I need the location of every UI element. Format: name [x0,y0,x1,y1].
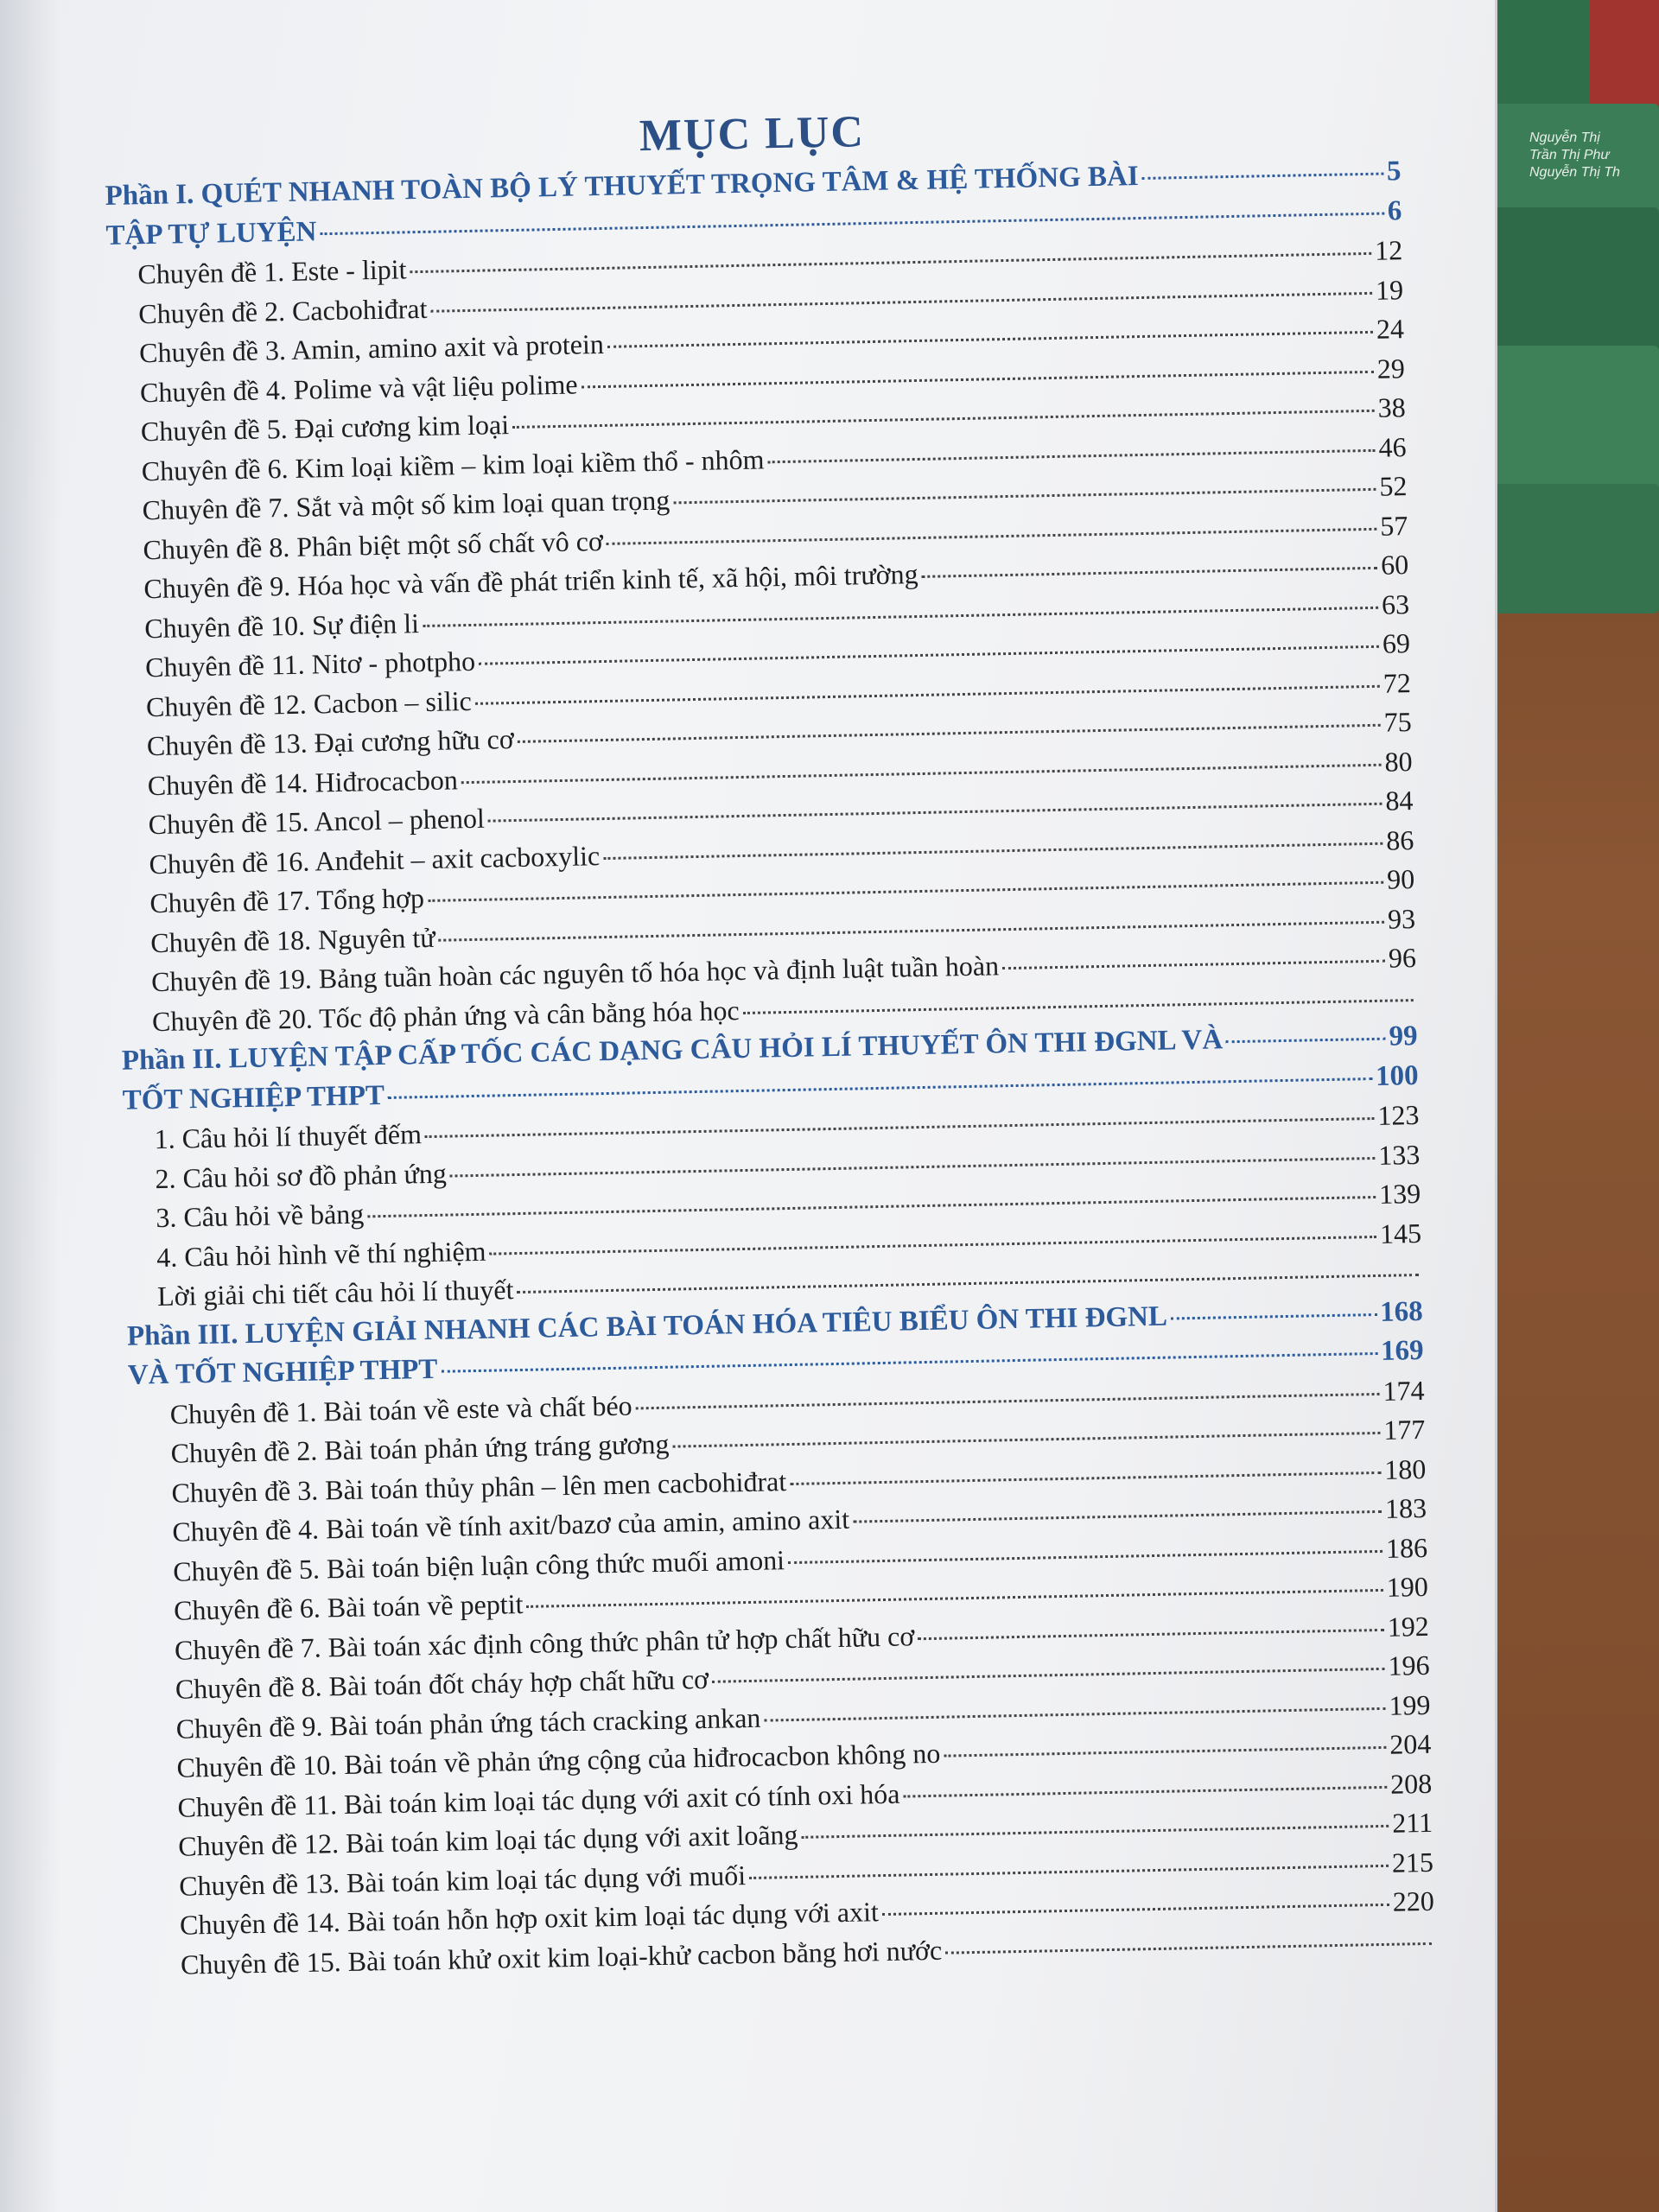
dot-leader [1142,173,1383,180]
book-cover [1486,484,1659,613]
dot-leader [918,1628,1384,1639]
page-number: 80 [1384,745,1413,778]
dot-leader [882,1904,1389,1916]
toc-entry-label: Chuyên đề 14. Bài toán hỗn hợp oxit kim loại tác dụng với axit [179,1896,880,1941]
dot-leader [582,370,1374,388]
page-number: 6 [1387,194,1402,226]
page-number: 93 [1387,902,1416,935]
dot-leader [367,1196,1376,1217]
toc-entry-label: Chuyên đề 4. Polime và vật liệu polime [139,368,578,408]
toc-entry-label: Chuyên đề 15. Bài toán khử oxit kim loại-khử cacbon bằng hơi nước [180,1934,943,1980]
page-number: 90 [1386,863,1415,895]
page-number: 199 [1389,1688,1431,1721]
dot-leader [439,920,1385,941]
dot-leader [743,999,1414,1014]
toc-entry-label: Chuyên đề 7. Bài toán xác định công thức phân tử hợp chất hữu cơ [174,1619,915,1666]
dot-leader [801,1825,1389,1839]
toc-entry-label: Chuyên đề 2. Bài toán phản ứng tráng gương [170,1427,670,1469]
dot-leader [428,881,1383,902]
toc-entry-label: Chuyên đề 11. Nitơ - photpho [144,645,476,683]
dot-leader [607,527,1377,544]
toc-entry-label: Chuyên đề 3. Amin, amino axit và protein [138,327,605,369]
page-number: 100 [1375,1059,1419,1092]
table-of-contents [104,96,1435,1985]
part2-list [123,1096,1422,1317]
page-number: 204 [1389,1727,1432,1760]
page-number: 75 [1383,706,1412,738]
toc-entry-label: Chuyên đề 6. Kim loại kiềm – kim loại kiềm thổ - nhôm [141,442,765,486]
toc-entry-label: Chuyên đề 2. Cacbohiđrat [137,292,428,329]
toc-entry-label: Chuyên đề 8. Bài toán đốt cháy hợp chất hữu cơ [175,1662,709,1705]
page-number: 84 [1385,785,1414,817]
toc-entry-label: 2. Câu hỏi sơ đồ phản ứng [155,1157,448,1194]
page-number: 69 [1382,627,1411,659]
toc-entry-label: Chuyên đề 13. Bài toán kim loại tác dụng với muối [178,1859,747,1902]
dot-leader [388,1077,1372,1099]
dot-leader [1002,960,1385,970]
page-number: 196 [1388,1649,1430,1681]
toc-entry-label: 1. Câu hỏi lí thuyết đếm [154,1118,423,1155]
page-number: 72 [1382,666,1412,699]
toc-entry-label: Chuyên đề 13. Đại cương hữu cơ [146,723,515,762]
toc-entry-label: Chuyên đề 6. Bài toán về peptit [173,1588,524,1626]
dot-leader [1171,1313,1376,1319]
toc-entry-label: Chuyên đề 12. Cacbon – silic [145,684,473,722]
part-heading-text: Phần II. LUYỆN TẬP CẤP TỐC CÁC DẠNG CÂU HỎI LÍ THUYẾT ÔN THI ĐGNL VÀ [121,1024,1224,1077]
dot-leader [410,252,1371,273]
page-number: 208 [1389,1767,1433,1800]
toc-entry-label: Lời giải chi tiết câu hỏi lí thuyết [156,1274,514,1313]
page-number: 180 [1383,1452,1427,1485]
page-number: 63 [1381,588,1410,620]
dot-leader [490,1235,1377,1255]
toc-entry-label: Chuyên đề 1. Bài toán về este và chất béo [169,1389,632,1430]
page-number: 177 [1383,1413,1426,1446]
dot-leader [788,1549,1382,1563]
toc-entry-label: Chuyên đề 4. Bài toán về tính axit/bazơ của amin, amino axit [172,1503,850,1548]
dot-leader [607,331,1373,348]
page-number: 96 [1388,942,1417,974]
page-number: 19 [1375,273,1404,306]
page-number: 174 [1382,1374,1425,1407]
dot-leader [764,1707,1385,1721]
toc-entry-label: Chuyên đề 5. Đại cương kim loại [140,409,510,448]
page-number: 38 [1377,391,1406,423]
page-number: 190 [1386,1570,1429,1603]
dot-leader [853,1510,1382,1523]
toc-entry-label: Chuyên đề 10. Bài toán về phản ứng cộng của hiđrocacbon không no [176,1737,941,1783]
page-number: 183 [1384,1491,1427,1524]
page-number: 133 [1377,1138,1421,1171]
toc-entry-label: Chuyên đề 1. Este - lipit [137,253,407,290]
book-author: Trần Thị Phư [1529,148,1610,162]
page-number: 169 [1380,1334,1424,1367]
toc-entry-label: Chuyên đề 10. Sự điện li [143,607,420,644]
toc-entry-label: Chuyên đề 5. Bài toán biện luận công thức muối amoni [172,1543,785,1587]
toc-entry-label: Chuyên đề 15. Ancol – phenol [148,802,486,841]
page-number: 46 [1378,430,1407,463]
page-number: 29 [1376,352,1406,385]
dot-leader [488,803,1382,823]
dot-leader [790,1471,1381,1484]
part1-list [106,231,1417,1042]
page-gutter-shadow [0,0,60,2212]
dot-leader [1226,1038,1386,1044]
page-number: 215 [1391,1846,1434,1878]
dot-leader [636,1392,1380,1409]
page-number: 57 [1379,509,1408,542]
page-number: 12 [1374,234,1403,266]
dot-leader [475,684,1380,704]
dot-leader [712,1668,1385,1683]
dot-leader [903,1785,1387,1797]
dot-leader [320,212,1383,235]
part-heading-text: Phần III. LUYỆN GIẢI NHANH CÁC BÀI TOÁN HÓA TIÊU BIỂU ÔN THI ĐGNL [126,1300,1168,1352]
book-author: Nguyễn Thị [1529,130,1600,145]
dot-leader [922,567,1378,578]
page-number: 192 [1387,1610,1430,1643]
dot-leader [945,1942,1432,1954]
page-number: 123 [1377,1098,1420,1131]
toc-entry-label: Chuyên đề 12. Bài toán kim loại tác dụng với axit loãng [178,1818,798,1862]
book-author-text [1529,130,1620,181]
dot-leader [672,1432,1380,1448]
page-number: 168 [1379,1295,1424,1328]
page-number: 186 [1385,1531,1428,1564]
page-number: 145 [1379,1217,1422,1249]
toc-entry-label: Chuyên đề 19. Bảng tuần hoàn các nguyên tố hóa học và định luật tuần hoàn [150,950,1000,998]
dot-leader [749,1864,1389,1878]
dot-leader [603,842,1382,859]
toc-entry-label: Chuyên đề 9. Hóa học và vấn đề phát triển kinh tế, xã hội, môi trường [143,558,918,605]
page-number: 86 [1385,823,1414,856]
page-number: 52 [1379,470,1408,502]
part3-list [128,1370,1435,1985]
toc-entry-label: Chuyên đề 7. Sắt và một số kim loại quan trọng [142,484,671,526]
dot-leader [423,606,1378,626]
toc-entry-label: Chuyên đề 8. Phân biệt một số chất vô cơ [143,524,604,565]
dot-leader [673,488,1376,505]
dot-leader [479,645,1379,665]
page-number: 60 [1380,549,1409,581]
dot-leader [430,291,1372,312]
toc-entry-label: Chuyên đề 20. Tốc độ phản ứng và cân bằng hóa học [151,994,740,1037]
dot-leader [461,763,1382,783]
toc-entry-label: 3. Câu hỏi về bảng [156,1198,365,1234]
page-number: 220 [1392,1885,1435,1917]
page-title: MỤC LỤC [639,107,866,162]
dot-leader [512,410,1375,429]
toc-entry-label: Chuyên đề 18. Nguyên tử [149,921,435,958]
toc-entry-label: Chuyên đề 3. Bài toán thủy phân – lên men cacbohiđrat [171,1465,787,1509]
toc-entry-label: Chuyên đề 14. Hiđrocacbon [147,763,459,801]
toc-entry-label: 4. Câu hỏi hình vẽ thí nghiệm [156,1235,486,1273]
dot-leader [767,448,1375,462]
dot-leader [518,724,1381,743]
page-number: 211 [1391,1806,1433,1839]
dot-leader [425,1117,1375,1138]
dot-leader [517,1274,1418,1294]
part-heading-text: Phần I. QUÉT NHANH TOÀN BỘ LÝ THUYẾT TRỌNG TÂM & HỆ THỐNG BÀI [105,161,1140,212]
dot-leader [944,1746,1386,1758]
toc-entry-label: Chuyên đề 16. Anđehit – axit cacboxylic [149,839,601,880]
book-author: Nguyễn Thị Th [1529,165,1620,180]
page-number: 5 [1386,156,1402,188]
page-number: 139 [1378,1177,1421,1210]
part-heading-text: VÀ TỐT NGHIỆP THPT [127,1353,438,1391]
part-heading-text: TỐT NGHIỆP THPT [122,1079,385,1116]
part-heading-text: TẬP TỰ LUYỆN [105,215,317,251]
dot-leader [450,1156,1376,1177]
page-number: 99 [1389,1020,1418,1052]
toc-entry-label: Chuyên đề 11. Bài toán kim loại tác dụng với axit có tính oxi hóa [177,1777,900,1823]
dot-leader [441,1352,1377,1373]
page-number: 24 [1376,313,1405,345]
toc-entry-label: Chuyên đề 17. Tổng hợp [149,882,425,919]
dot-leader [526,1589,1383,1608]
toc-entry-label: Chuyên đề 9. Bài toán phản ứng tách cracking ankan [175,1701,761,1745]
